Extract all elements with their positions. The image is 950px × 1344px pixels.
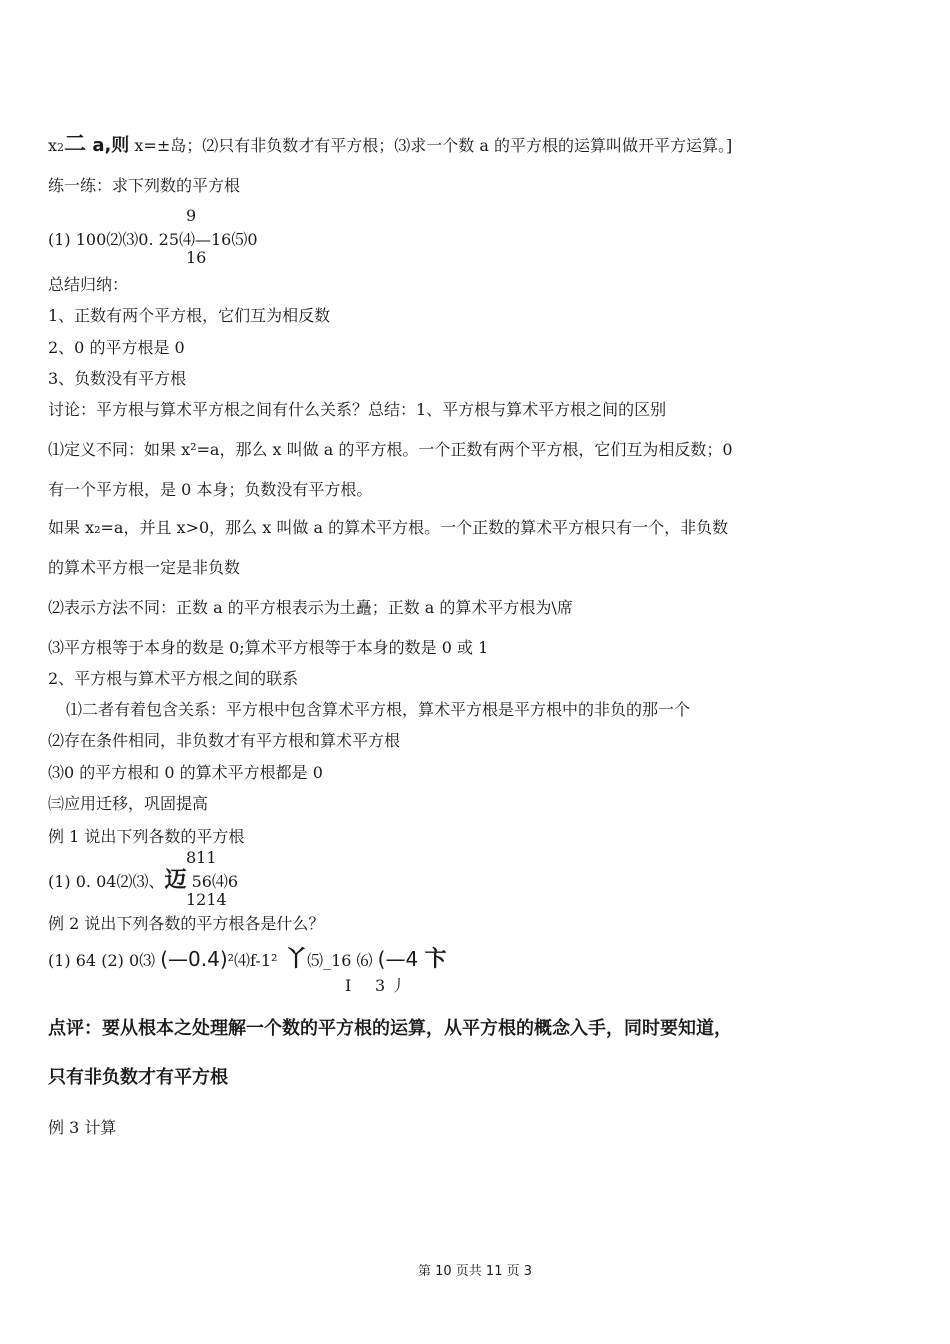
text: ²⑷f-1² xyxy=(227,951,278,970)
subscript-3: 3 丿 xyxy=(375,976,407,995)
fraction-numerator: 9 xyxy=(186,206,197,225)
text: 卞 xyxy=(424,947,447,972)
line-2: 练一练：求下列数的平方根 xyxy=(48,176,241,195)
line-16: ⑴二者有着包含关系：平方根中包含算术平方根，算术平方根是平方根中的非负的那一个 xyxy=(66,700,691,719)
line-15: 2、平方根与算术平方根之间的联系 xyxy=(48,669,299,688)
line-1 xyxy=(48,134,732,159)
line-7: 3、负数没有平方根 xyxy=(48,369,187,388)
line-25: 只有非负数才有平方根 xyxy=(48,1067,228,1088)
line-3: (1) 100⑵⑶0. 25⑷—16⑸0 xyxy=(48,230,258,249)
line-10: 有一个平方根，是 0 本身；负数没有平方根。 xyxy=(48,480,373,499)
subscript-i: I xyxy=(345,976,352,995)
line-24: 点评：要从根本之处理解一个数的平方根的运算，从平方根的概念入手，同时要知道， xyxy=(48,1018,732,1039)
text: x xyxy=(48,136,58,155)
text: (1) 0. 04⑵⑶、 xyxy=(48,872,165,891)
fraction-denominator: 16 xyxy=(186,248,207,267)
text: 二 xyxy=(64,132,87,157)
text: a,则 xyxy=(86,135,130,156)
line-9: ⑴定义不同：如果 x²=a，那么 x 叫做 a 的平方根。一个正数有两个平方根，它们互为相反数；0 xyxy=(48,440,733,459)
line-11: 如果 x₂=a，并且 x>0，那么 x 叫做 a 的算术平方根。一个正数的算术平方根只有一个，非负数 xyxy=(48,518,729,537)
text: x=±岛；⑵只有非负数才有平方根；⑶求一个数 a 的平方根的运算叫做开平方运算。] xyxy=(129,136,733,155)
fraction-numerator-2: 811 xyxy=(186,848,217,867)
line-6: 2、0 的平方根是 0 xyxy=(48,338,185,357)
line-8: 讨论：平方根与算术平方根之间有什么关系？总结：1、平方根与算术平方根之间的区别 xyxy=(48,400,667,419)
text: 迈 xyxy=(164,868,187,893)
text: 56⑷6 xyxy=(186,872,239,891)
line-17: ⑵存在条件相同，非负数才有平方根和算术平方根 xyxy=(48,731,401,750)
page-footer: 第 10 页共 11 页 3 xyxy=(417,1264,533,1279)
text: ⑸_16 ⑹ xyxy=(307,951,378,970)
line-26: 例 3 计算 xyxy=(48,1118,117,1137)
line-13: ⑵表示方法不同：正数 a 的平方根表示为土矗；正数 a 的算术平方根为\席 xyxy=(48,598,573,617)
line-4: 总结归纳： xyxy=(48,275,129,294)
subscript: 2 xyxy=(57,141,65,154)
line-12: 的算术平方根一定是非负数 xyxy=(48,558,241,577)
text: 丫 xyxy=(277,947,308,972)
line-23 xyxy=(48,948,447,972)
line-18: ⑶0 的平方根和 0 的算术平方根都是 0 xyxy=(48,763,323,782)
fraction-denominator-2: 1214 xyxy=(186,890,227,909)
text: (—0.4) xyxy=(160,947,228,971)
line-5: 1、正数有两个平方根，它们互为相反数 xyxy=(48,306,331,325)
line-20: 例 1 说出下列各数的平方根 xyxy=(48,827,245,846)
line-22: 例 2 说出下列各数的平方根各是什么？ xyxy=(48,914,325,933)
text: (—4 xyxy=(377,947,425,971)
line-19: ㈢应用迁移，巩固提高 xyxy=(48,794,209,813)
text: (1) 64 (2) 0⑶ xyxy=(48,951,161,970)
line-14: ⑶平方根等于本身的数是 0;算术平方根等于本身的数是 0 或 1 xyxy=(48,638,489,657)
